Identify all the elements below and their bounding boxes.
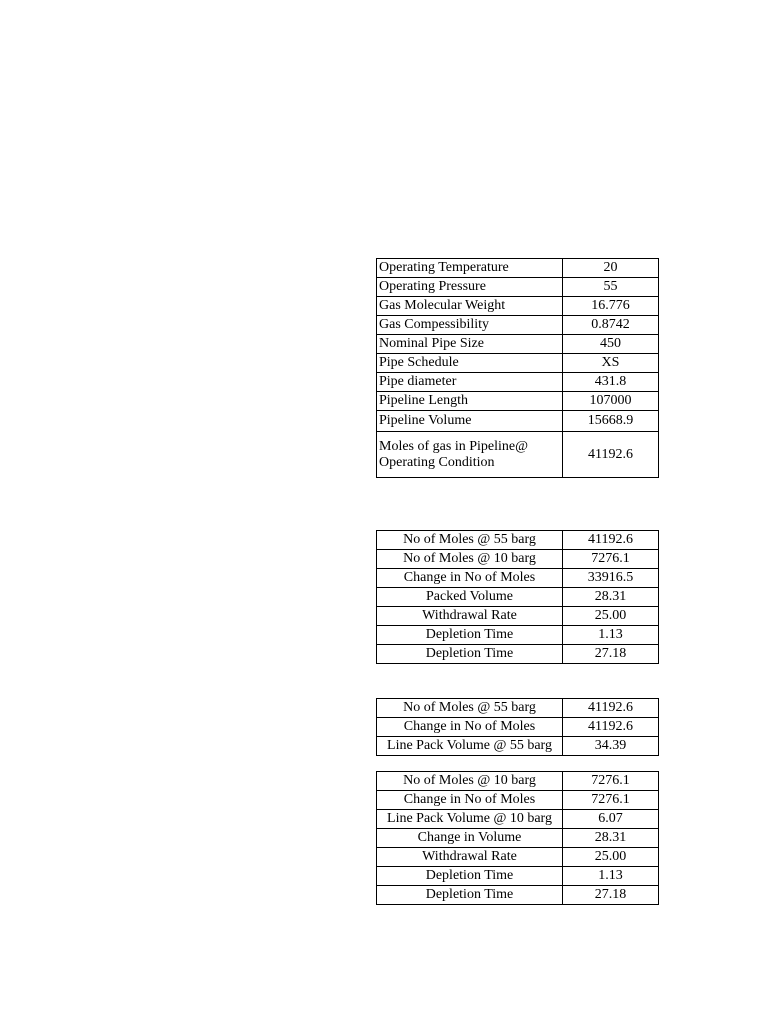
row-value: 27.18 [563,886,659,905]
row-value: 28.31 [563,588,659,607]
table-row [377,316,659,335]
row-value: 27.18 [563,645,659,664]
row-label: Pipeline Length [377,392,563,411]
row-label: Operating Temperature [377,259,563,278]
table-row [377,626,659,645]
table-row [377,810,659,829]
row-label: No of Moles @ 55 barg [377,699,563,718]
row-value: 20 [563,259,659,278]
operating-parameters-table [376,258,659,478]
table-row [377,772,659,791]
line-pack-10-table [376,771,659,905]
row-label: Gas Compessibility [377,316,563,335]
table-row [377,867,659,886]
row-value: 25.00 [563,607,659,626]
row-value: 41192.6 [563,432,659,478]
table-row [377,373,659,392]
table-row [377,718,659,737]
table-row [377,848,659,867]
row-value: XS [563,354,659,373]
row-value: 450 [563,335,659,354]
table-row [377,392,659,411]
row-value: 1.13 [563,867,659,886]
row-value: 41192.6 [563,718,659,737]
table-row [377,411,659,432]
row-value: 7276.1 [563,791,659,810]
row-label: Line Pack Volume @ 10 barg [377,810,563,829]
row-label: Pipe diameter [377,373,563,392]
row-value: 41192.6 [563,531,659,550]
table-row [377,432,659,478]
row-label: Change in No of Moles [377,569,563,588]
row-label: Withdrawal Rate [377,607,563,626]
row-label: Pipeline Volume [377,411,563,432]
row-label: Line Pack Volume @ 55 barg [377,737,563,756]
table-row [377,737,659,756]
row-value: 33916.5 [563,569,659,588]
row-label: Change in No of Moles [377,791,563,810]
table-row [377,531,659,550]
table-row [377,297,659,316]
row-value: 6.07 [563,810,659,829]
row-value: 15668.9 [563,411,659,432]
row-label: Withdrawal Rate [377,848,563,867]
table-row [377,607,659,626]
row-label: Gas Molecular Weight [377,297,563,316]
table-row [377,278,659,297]
row-label: Packed Volume [377,588,563,607]
row-label: Depletion Time [377,626,563,645]
row-value: 7276.1 [563,772,659,791]
row-value: 107000 [563,392,659,411]
table-row [377,699,659,718]
table-row [377,886,659,905]
table-row [377,645,659,664]
table-row [377,354,659,373]
row-value: 7276.1 [563,550,659,569]
table-row [377,791,659,810]
row-value: 25.00 [563,848,659,867]
row-label: Depletion Time [377,867,563,886]
row-value: 55 [563,278,659,297]
row-label: Change in Volume [377,829,563,848]
row-value: 41192.6 [563,699,659,718]
row-label: Depletion Time [377,645,563,664]
line-pack-55-table [376,698,659,756]
row-label: Nominal Pipe Size [377,335,563,354]
row-value: 16.776 [563,297,659,316]
row-label: Change in No of Moles [377,718,563,737]
row-value: 28.31 [563,829,659,848]
row-label: Operating Pressure [377,278,563,297]
table-row [377,550,659,569]
row-value: 34.39 [563,737,659,756]
table-row [377,569,659,588]
row-value: 431.8 [563,373,659,392]
row-label: No of Moles @ 10 barg [377,550,563,569]
table-row [377,259,659,278]
row-label: Moles of gas in Pipeline@ Operating Condition [377,432,563,478]
row-value: 1.13 [563,626,659,645]
table-row [377,335,659,354]
row-label: Pipe Schedule [377,354,563,373]
table-row [377,588,659,607]
row-value: 0.8742 [563,316,659,335]
row-label: No of Moles @ 55 barg [377,531,563,550]
table-row [377,829,659,848]
row-label: Depletion Time [377,886,563,905]
row-label: No of Moles @ 10 barg [377,772,563,791]
depletion-table [376,530,659,664]
